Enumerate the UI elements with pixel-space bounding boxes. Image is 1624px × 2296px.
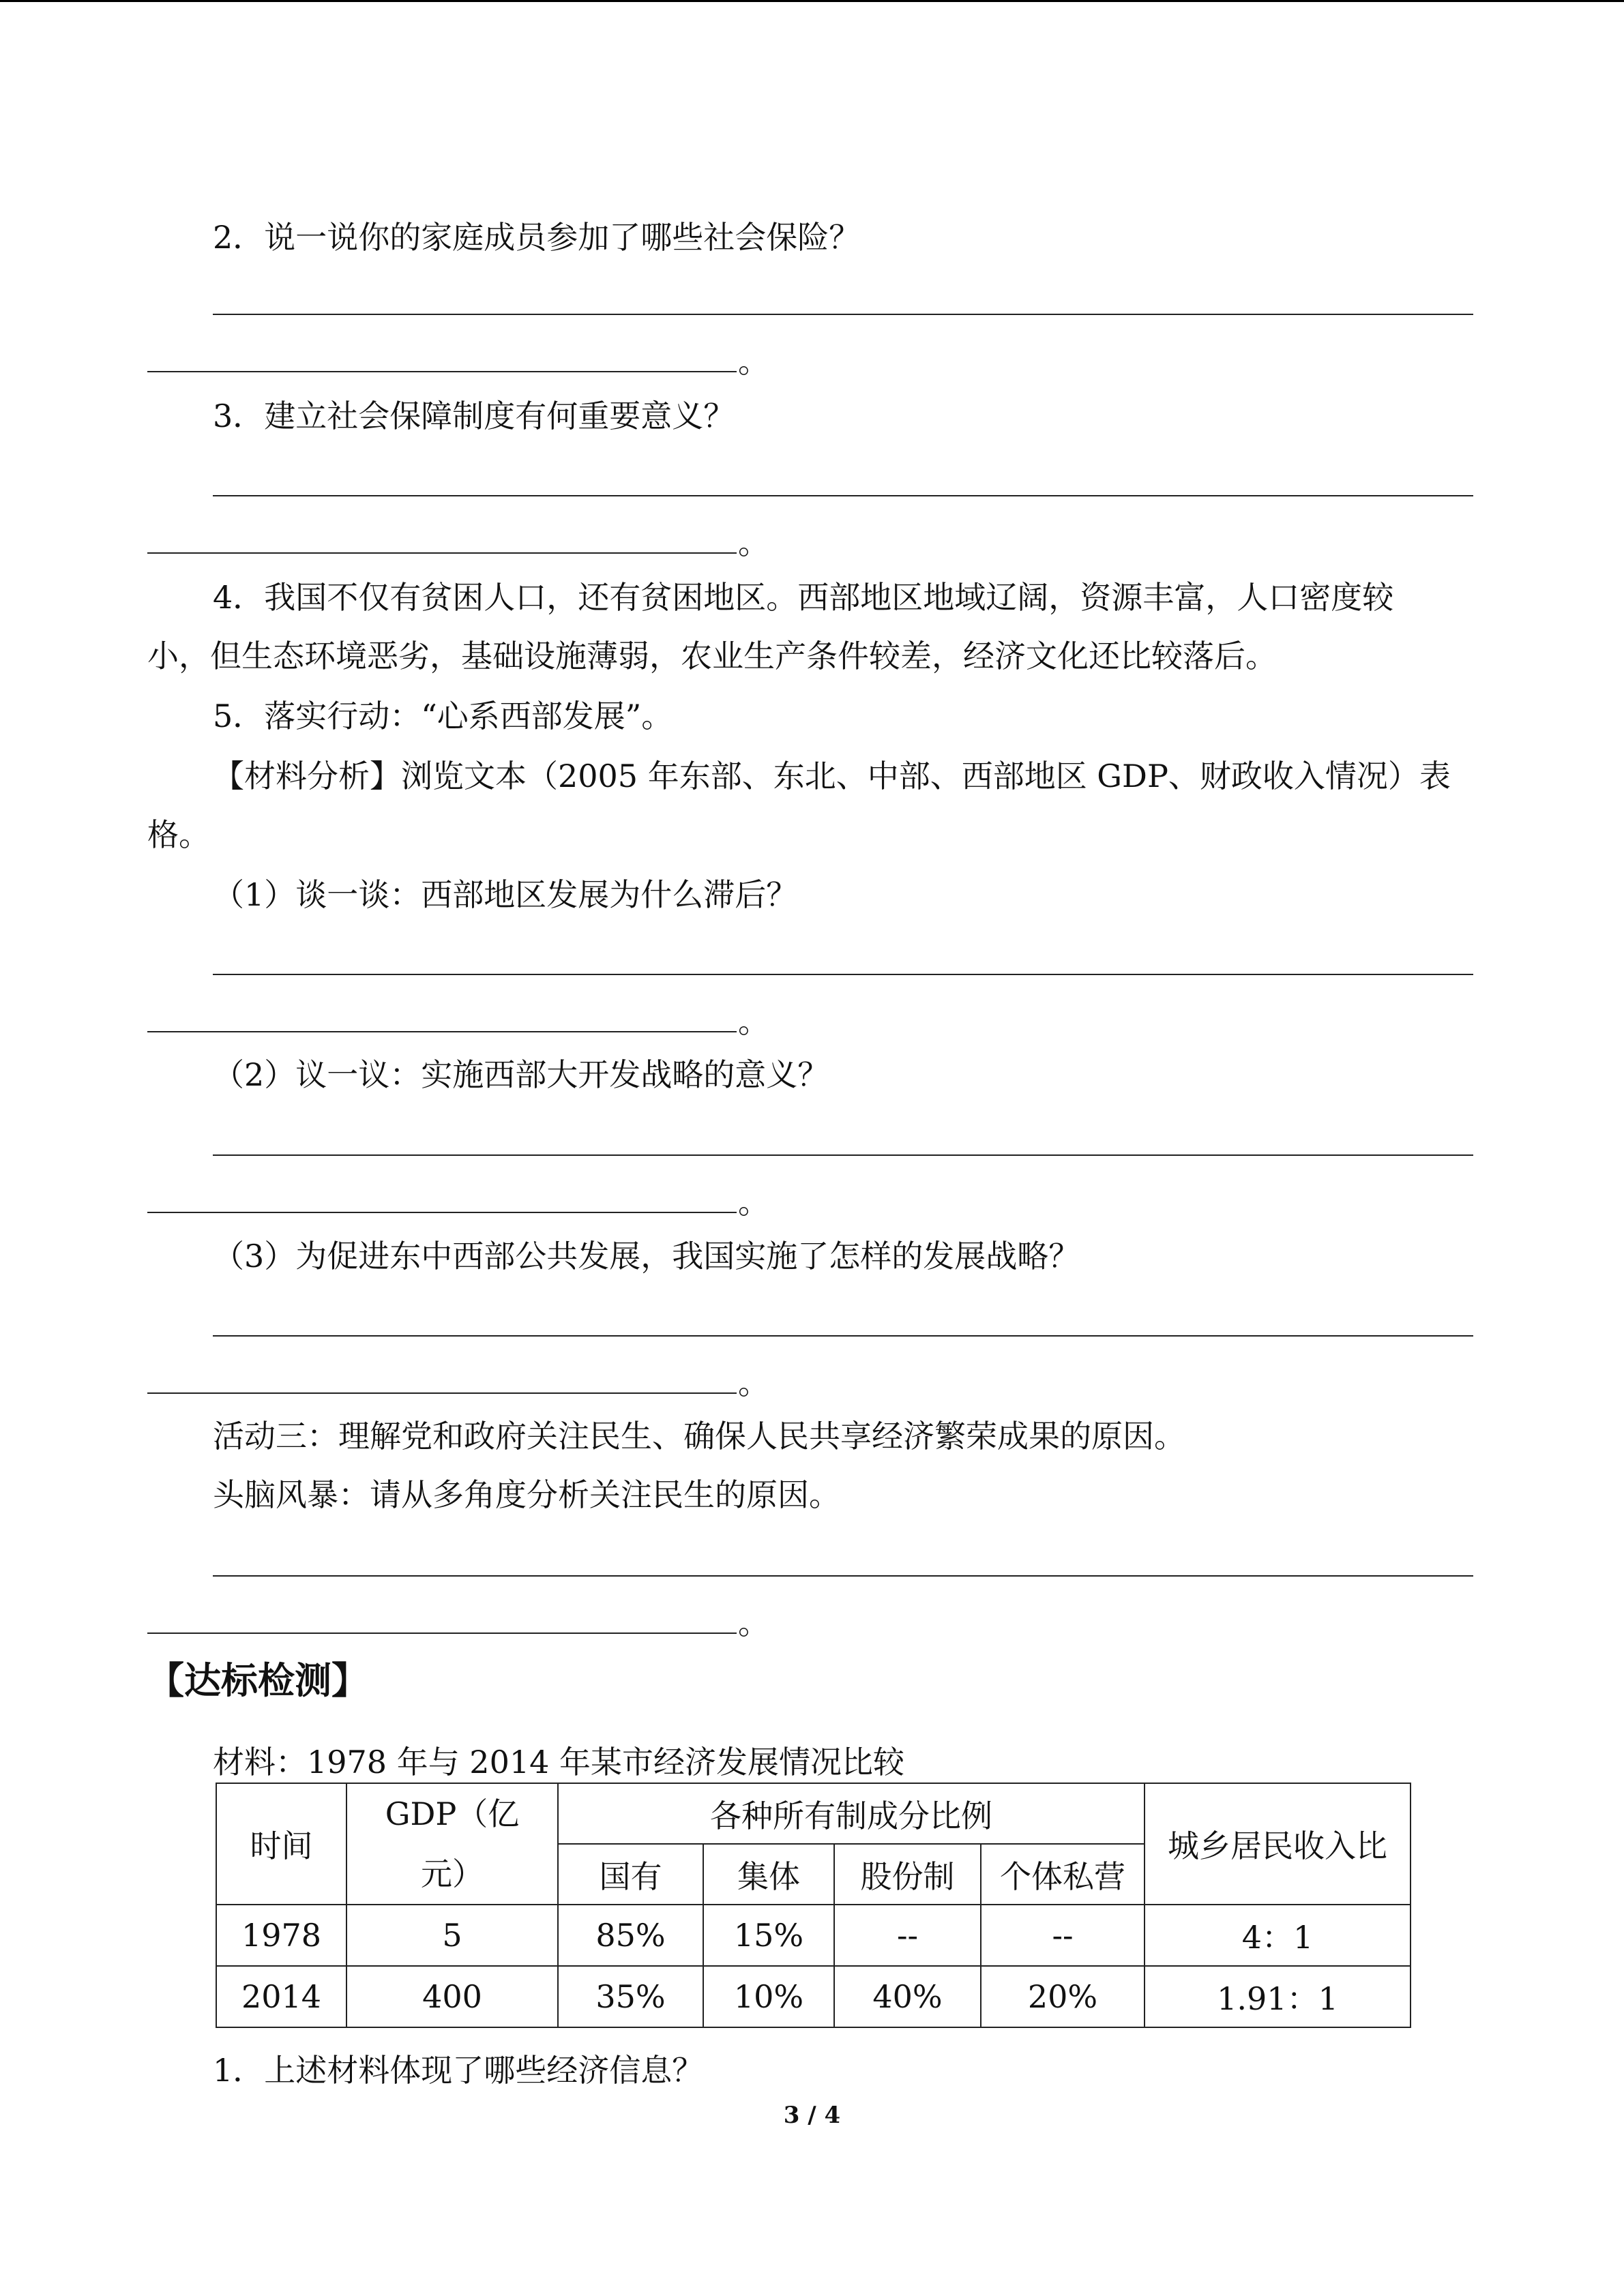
page-number: 3 / 4 — [783, 2102, 841, 2129]
answer-line[interactable] — [213, 495, 1473, 496]
table-row — [216, 1905, 1411, 1966]
question-3: 3．建立社会保障制度有何重要意义？ — [213, 398, 735, 434]
answer-line[interactable] — [213, 1575, 1473, 1577]
cell-shareholding: 40% — [834, 1966, 981, 2027]
period-mark: 。 — [738, 1605, 769, 1641]
answer-line[interactable] — [147, 1392, 737, 1394]
cell-collective: 15% — [703, 1905, 834, 1966]
answer-line[interactable] — [213, 314, 1473, 315]
question-4-line-1: 4．我国不仅有贫困人口，还有贫困地区。西部地区地域辽阔，资源丰富，人口密度较 — [213, 579, 1394, 616]
cell-income-ratio: 4：1 — [1145, 1905, 1411, 1966]
activity-3: 活动三：理解党和政府关注民生、确保人民共享经济繁荣成果的原因。 — [213, 1418, 1185, 1455]
cell-collective: 10% — [703, 1966, 834, 2027]
question-2: 2．说一说你的家庭成员参加了哪些社会保险？ — [213, 219, 861, 256]
answer-line[interactable] — [147, 1212, 737, 1213]
cell-private: -- — [981, 1905, 1145, 1966]
cell-private: 20% — [981, 1966, 1145, 2027]
material-analysis-line-1: 【材料分析】浏览文本（2005 年东部、东北、中部、西部地区 GDP、财政收入情况）表 — [213, 758, 1451, 794]
brainstorm-prompt: 头脑风暴：请从多角度分析关注民生的原因。 — [213, 1476, 840, 1513]
period-mark: 。 — [738, 524, 769, 561]
subheader-shareholding: 股份制 — [834, 1844, 981, 1905]
cell-state: 35% — [558, 1966, 703, 2027]
table-row — [216, 1966, 1411, 2027]
header-income-ratio: 城乡居民收入比 — [1145, 1783, 1411, 1905]
answer-line[interactable] — [213, 1154, 1473, 1156]
period-mark: 。 — [738, 1184, 769, 1221]
section-title: 【达标检测】 — [147, 1659, 368, 1702]
cell-shareholding: -- — [834, 1905, 981, 1966]
period-mark: 。 — [738, 343, 769, 380]
cell-gdp: 400 — [346, 1966, 558, 2027]
answer-line[interactable] — [147, 1632, 737, 1634]
header-gdp: GDP（亿元） — [346, 1783, 558, 1905]
material-analysis-line-2: 格。 — [147, 816, 210, 853]
header-time: 时间 — [216, 1783, 346, 1905]
cell-year: 2014 — [216, 1966, 346, 2027]
period-mark: 。 — [738, 1365, 769, 1401]
top-border — [0, 0, 1624, 2]
question-4-line-2: 小，但生态环境恶劣，基础设施薄弱，农业生产条件较差，经济文化还比较落后。 — [147, 638, 1277, 674]
answer-line[interactable] — [213, 1335, 1473, 1337]
answer-line[interactable] — [147, 371, 737, 372]
comparison-table — [216, 1783, 1411, 2028]
period-mark: 。 — [738, 1003, 769, 1040]
sub-question-2: （2）议一议：实施西部大开发战略的意义？ — [213, 1056, 829, 1093]
subheader-state: 国有 — [558, 1844, 703, 1905]
cell-gdp: 5 — [346, 1905, 558, 1966]
answer-line[interactable] — [147, 1031, 737, 1032]
subheader-private: 个体私营 — [981, 1844, 1145, 1905]
cell-state: 85% — [558, 1905, 703, 1966]
subheader-collective: 集体 — [703, 1844, 834, 1905]
answer-line[interactable] — [213, 974, 1473, 975]
question-5: 5．落实行动：“心系西部发展”。 — [213, 698, 673, 734]
cell-year: 1978 — [216, 1905, 346, 1966]
header-ownership: 各种所有制成分比例 — [558, 1783, 1145, 1844]
answer-line[interactable] — [147, 552, 737, 554]
question-1-after-table: 1．上述材料体现了哪些经济信息？ — [213, 2052, 704, 2089]
cell-income-ratio: 1.91：1 — [1145, 1966, 1411, 2027]
sub-question-1: （1）谈一谈：西部地区发展为什么滞后？ — [213, 876, 798, 913]
sub-question-3: （3）为促进东中西部公共发展，我国实施了怎样的发展战略？ — [213, 1238, 1080, 1274]
table-caption: 材料：1978 年与 2014 年某市经济发展情况比较 — [213, 1744, 904, 1780]
